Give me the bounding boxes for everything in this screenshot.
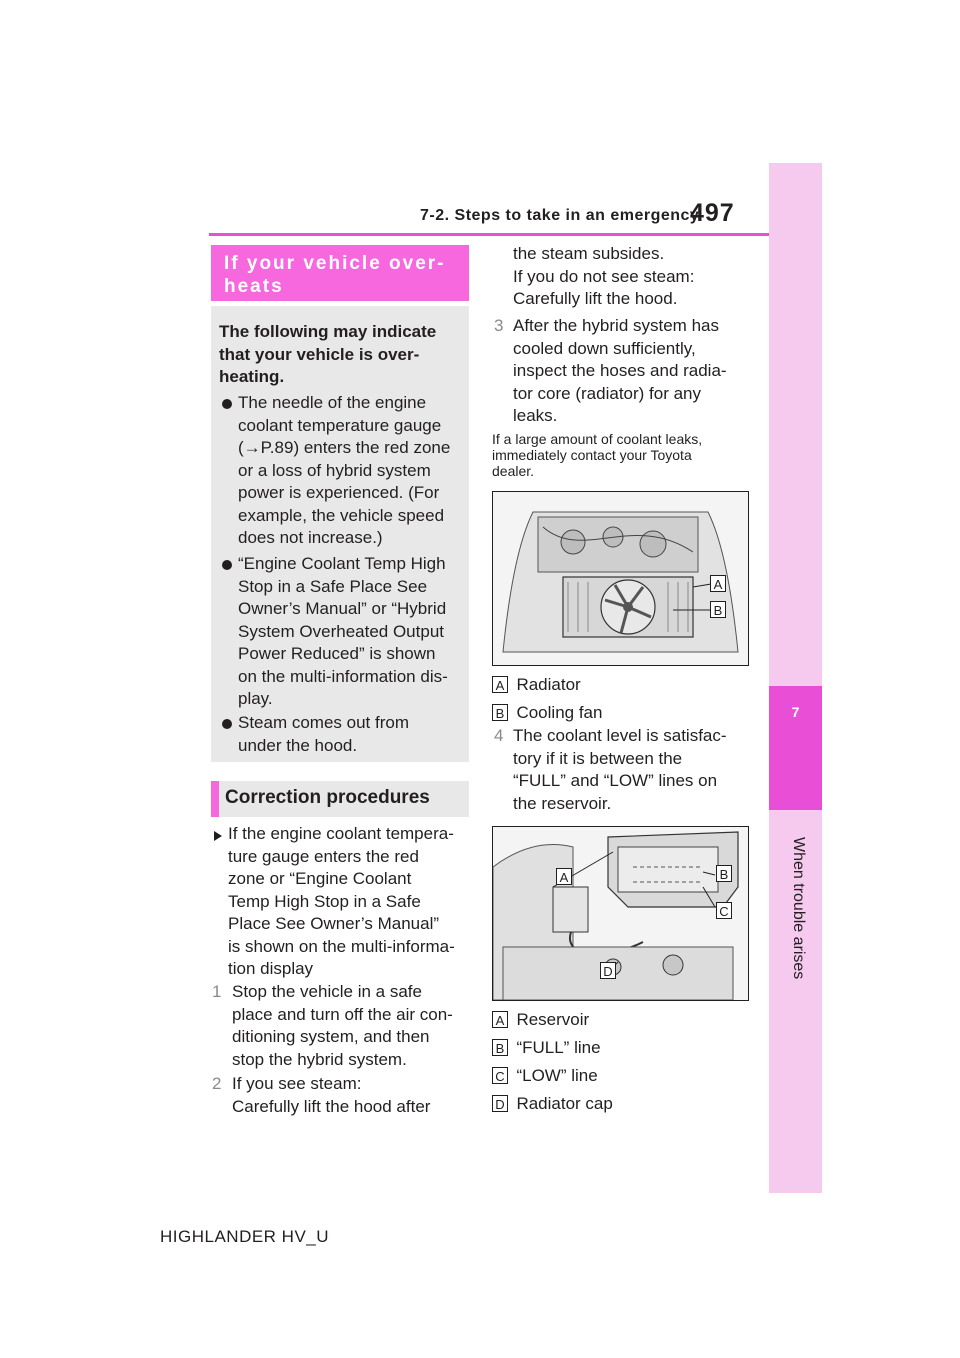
overheat-bullet-gauge: The needle of the engine coolant temperature gauge (→P.89) enters the red zone or a loss of hybrid system power is experienced. (For example, the vehicle speed does not increase.) — [238, 393, 451, 547]
step-number: 1 — [212, 982, 222, 1001]
bullet-icon — [222, 560, 232, 570]
chapter-side-strip — [769, 163, 822, 1193]
chapter-label: When trouble arises — [790, 837, 807, 980]
step-2-text-part1: If you see steam: Carefully lift the hood after — [232, 1074, 431, 1116]
step-1-text: Stop the vehicle in a safe place and turn off the air con- ditioning system, and then stop the hybrid system. — [232, 982, 453, 1069]
legend-item: C “LOW” line — [492, 1065, 598, 1088]
reservoir-illustration — [492, 826, 749, 1001]
overheat-bullet-steam: Steam comes out from under the hood. — [238, 713, 410, 755]
page-number: 497 — [690, 199, 735, 227]
leak-note: If a large amount of coolant leaks, immediately contact your Toyota dealer. — [492, 431, 703, 479]
header-rule — [209, 233, 769, 236]
legend-item: B “FULL” line — [492, 1037, 601, 1060]
step-number: 2 — [212, 1074, 222, 1093]
callout-c: C — [716, 902, 732, 919]
overheat-heading: If your vehicle over- heats — [224, 253, 446, 297]
bullet-icon — [222, 399, 232, 409]
overheat-intro: The following may indicate that your vehicle is over- heating. — [219, 322, 437, 386]
correction-heading: Correction procedures — [225, 787, 430, 808]
callout-b: B — [710, 601, 726, 618]
callout-d: D — [600, 962, 616, 979]
chapter-tab[interactable] — [769, 686, 822, 810]
callout-a: A — [556, 868, 572, 885]
footer-model: HIGHLANDER HV_U — [160, 1227, 330, 1246]
callout-a: A — [710, 575, 726, 592]
legend-item: D Radiator cap — [492, 1093, 613, 1116]
callout-b: B — [716, 865, 732, 882]
legend-item: A Radiator — [492, 674, 581, 697]
radiator-illustration — [492, 491, 749, 666]
condition-arrow-icon — [214, 831, 222, 841]
section-title: 7-2. Steps to take in an emergency — [420, 207, 700, 224]
bullet-icon — [222, 719, 232, 729]
correction-condition: If the engine coolant tempera- ture gauge enters the red zone or “Engine Coolant Temp High Stop in a Safe Place See Owner’s Manual” is shown on the multi-informa- tion display — [228, 824, 455, 978]
step-number: 3 — [494, 316, 504, 335]
chapter-number: 7 — [791, 704, 800, 720]
legend-item: A Reservoir — [492, 1009, 589, 1032]
legend-item: B Cooling fan — [492, 702, 602, 725]
step-3-text: After the hybrid system has cooled down sufficiently, inspect the hoses and radia- tor core (radiator) for any leaks. — [513, 316, 727, 425]
reservoir-drawing — [493, 827, 748, 1000]
step-2-text-part2: the steam subsides. If you do not see steam: Carefully lift the hood. — [513, 244, 695, 308]
step-number: 4 — [494, 726, 504, 745]
overheat-bullet-message: “Engine Coolant Temp High Stop in a Safe Place See Owner’s Manual” or “Hybrid System Overheated Output Power Reduced” is shown on the multi-information dis- play. — [238, 554, 448, 708]
step-4-text: The coolant level is satisfac- tory if it is between the “FULL” and “LOW” lines on the reservoir. — [513, 726, 727, 813]
